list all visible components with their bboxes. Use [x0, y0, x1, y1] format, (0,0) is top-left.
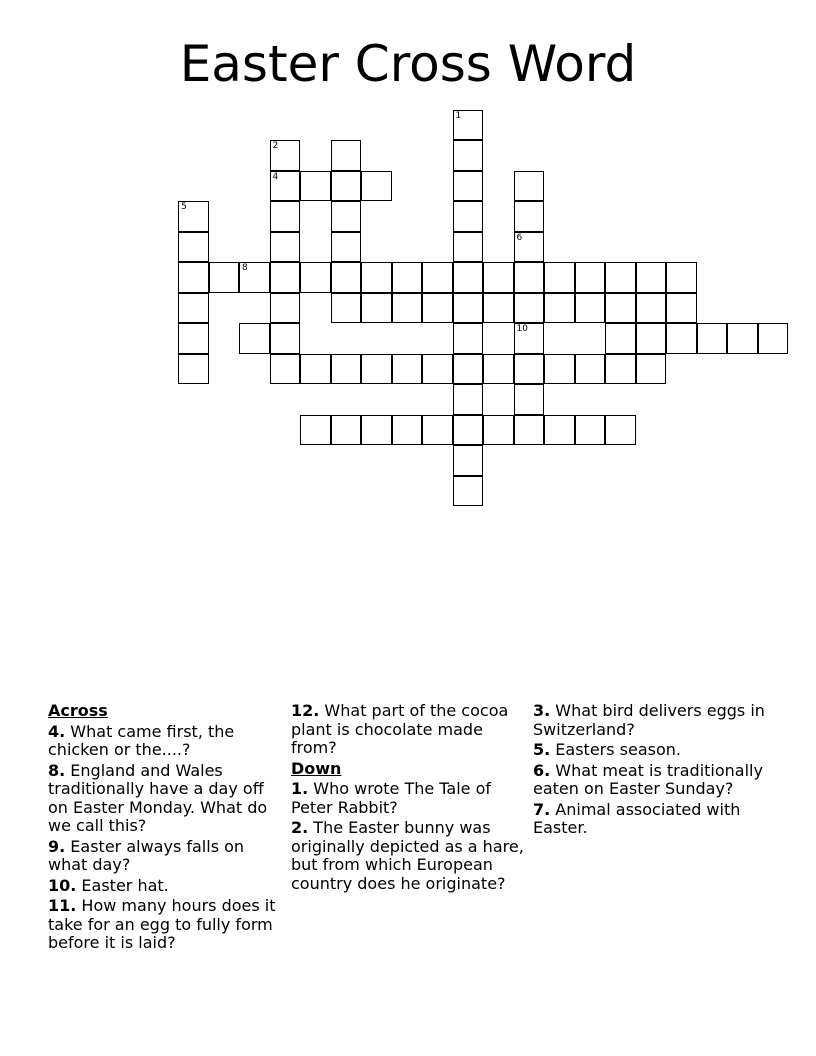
grid-cell[interactable] [300, 354, 331, 385]
grid-cell[interactable] [331, 354, 362, 385]
grid-cell[interactable] [392, 262, 423, 293]
grid-cell[interactable] [544, 262, 575, 293]
grid-cell[interactable] [605, 415, 636, 446]
grid-cell[interactable] [514, 384, 545, 415]
grid-cell[interactable] [422, 293, 453, 324]
grid-cell[interactable] [361, 293, 392, 324]
clue-number: 10 [516, 324, 528, 334]
clue-across-10: 10. Easter hat. [48, 875, 169, 895]
clue-number: 8 [242, 263, 248, 273]
grid-cell[interactable] [331, 232, 362, 263]
grid-cell[interactable] [422, 415, 453, 446]
grid-cell[interactable] [361, 354, 392, 385]
grid-cell[interactable] [544, 293, 575, 324]
clues-column-3 [533, 702, 767, 840]
clue-across-8: 8. England and Wales traditionally have a day off on Easter Monday. What do we call this? [48, 760, 268, 835]
grid-cell[interactable] [453, 201, 484, 232]
grid-cell[interactable] [514, 171, 545, 202]
grid-cell[interactable] [453, 171, 484, 202]
grid-cell[interactable] [666, 262, 697, 293]
grid-cell[interactable] [300, 262, 331, 293]
grid-cell[interactable] [331, 415, 362, 446]
grid-cell[interactable] [300, 415, 331, 446]
across-heading: Across [48, 701, 108, 720]
grid-cell[interactable] [361, 171, 392, 202]
clue-across-11: 11. How many hours does it take for an egg to fully form before it is laid? [48, 896, 276, 952]
grid-cell[interactable] [453, 323, 484, 354]
grid-cell[interactable] [270, 232, 301, 263]
grid-cell[interactable] [483, 293, 514, 324]
grid-cell[interactable] [453, 232, 484, 263]
grid-cell[interactable] [270, 293, 301, 324]
grid-cell[interactable] [270, 140, 301, 171]
grid-cell[interactable] [392, 354, 423, 385]
grid-cell[interactable] [270, 171, 301, 202]
grid-cell[interactable] [178, 201, 209, 232]
grid-cell[interactable] [453, 384, 484, 415]
grid-cell[interactable] [636, 293, 667, 324]
grid-cell[interactable] [453, 445, 484, 476]
grid-cell[interactable] [300, 171, 331, 202]
clue-down-2: 2. The Easter bunny was originally depicted as a hare, but from which European country does he originate? [291, 818, 524, 893]
grid-cell[interactable] [453, 140, 484, 171]
grid-cell[interactable] [514, 415, 545, 446]
grid-cell[interactable] [392, 293, 423, 324]
grid-cell[interactable] [758, 323, 789, 354]
grid-cell[interactable] [392, 415, 423, 446]
grid-cell[interactable] [331, 201, 362, 232]
clue-number: 5 [181, 202, 187, 212]
grid-cell[interactable] [636, 354, 667, 385]
grid-cell[interactable] [483, 262, 514, 293]
clue-down-3: 3. What bird delivers eggs in Switzerland? [533, 701, 765, 739]
grid-cell[interactable] [575, 293, 606, 324]
grid-cell[interactable] [422, 262, 453, 293]
grid-cell[interactable] [453, 354, 484, 385]
grid-cell[interactable] [239, 323, 270, 354]
grid-cell[interactable] [514, 323, 545, 354]
grid-cell[interactable] [727, 323, 758, 354]
grid-cell[interactable] [270, 262, 301, 293]
grid-cell[interactable] [697, 323, 728, 354]
grid-cell[interactable] [331, 293, 362, 324]
grid-cell[interactable] [605, 293, 636, 324]
grid-cell[interactable] [636, 323, 667, 354]
grid-cell[interactable] [453, 476, 484, 507]
grid-cell[interactable] [514, 293, 545, 324]
grid-cell[interactable] [666, 293, 697, 324]
down-heading: Down [291, 758, 342, 778]
clue-down-6: 6. What meat is traditionally eaten on Easter Sunday? [533, 760, 763, 798]
grid-cell[interactable] [636, 262, 667, 293]
grid-cell[interactable] [270, 323, 301, 354]
grid-cell[interactable] [331, 171, 362, 202]
grid-cell[interactable] [209, 262, 240, 293]
clue-across-9: 9. Easter always falls on what day? [48, 836, 245, 874]
grid-cell[interactable] [544, 354, 575, 385]
grid-cell[interactable] [331, 140, 362, 171]
grid-cell[interactable] [483, 354, 514, 385]
grid-cell[interactable] [514, 232, 545, 263]
grid-cell[interactable] [270, 201, 301, 232]
grid-cell[interactable] [514, 201, 545, 232]
grid-cell[interactable] [178, 232, 209, 263]
grid-cell[interactable] [605, 323, 636, 354]
clue-down-5: 5. Easters season. [533, 740, 682, 759]
grid-cell[interactable] [453, 262, 484, 293]
clues-column-2 [291, 702, 525, 895]
grid-cell[interactable] [605, 354, 636, 385]
grid-cell[interactable] [178, 293, 209, 324]
grid-cell[interactable] [605, 262, 636, 293]
grid-cell[interactable] [575, 415, 606, 446]
grid-cell[interactable] [239, 262, 270, 293]
grid-cell[interactable] [331, 262, 362, 293]
clue-number: 2 [272, 141, 279, 151]
clue-down-1: 1. Who wrote The Tale of Peter Rabbit? [291, 779, 492, 817]
grid-cell[interactable] [453, 415, 484, 446]
grid-cell[interactable] [361, 415, 392, 446]
grid-cell[interactable] [453, 293, 484, 324]
grid-cell[interactable] [270, 354, 301, 385]
grid-cell[interactable] [666, 323, 697, 354]
clue-across-12: 12. What part of the cocoa plant is chocolate made from? [291, 701, 509, 757]
grid-cell[interactable] [514, 262, 545, 293]
grid-cell[interactable] [361, 262, 392, 293]
grid-cell[interactable] [178, 323, 209, 354]
grid-cell[interactable] [453, 110, 484, 141]
grid-cell[interactable] [422, 354, 453, 385]
grid-cell[interactable] [575, 354, 606, 385]
clue-down-7: 7. Animal associated with Easter. [533, 799, 741, 837]
clue-number: 4 [272, 171, 279, 182]
clue-number: 6 [516, 232, 523, 243]
grid-cell[interactable] [514, 354, 545, 385]
clue-number: 1 [455, 110, 462, 121]
clues-column-1 [48, 702, 282, 955]
grid-cell[interactable] [178, 262, 209, 293]
grid-cell[interactable] [575, 262, 606, 293]
grid-cell[interactable] [178, 354, 209, 385]
page-title: Easter Cross Word [179, 35, 637, 93]
grid-cell[interactable] [483, 415, 514, 446]
grid-cell[interactable] [544, 415, 575, 446]
clue-across-4: 4. What came first, the chicken or the....? [48, 721, 235, 759]
